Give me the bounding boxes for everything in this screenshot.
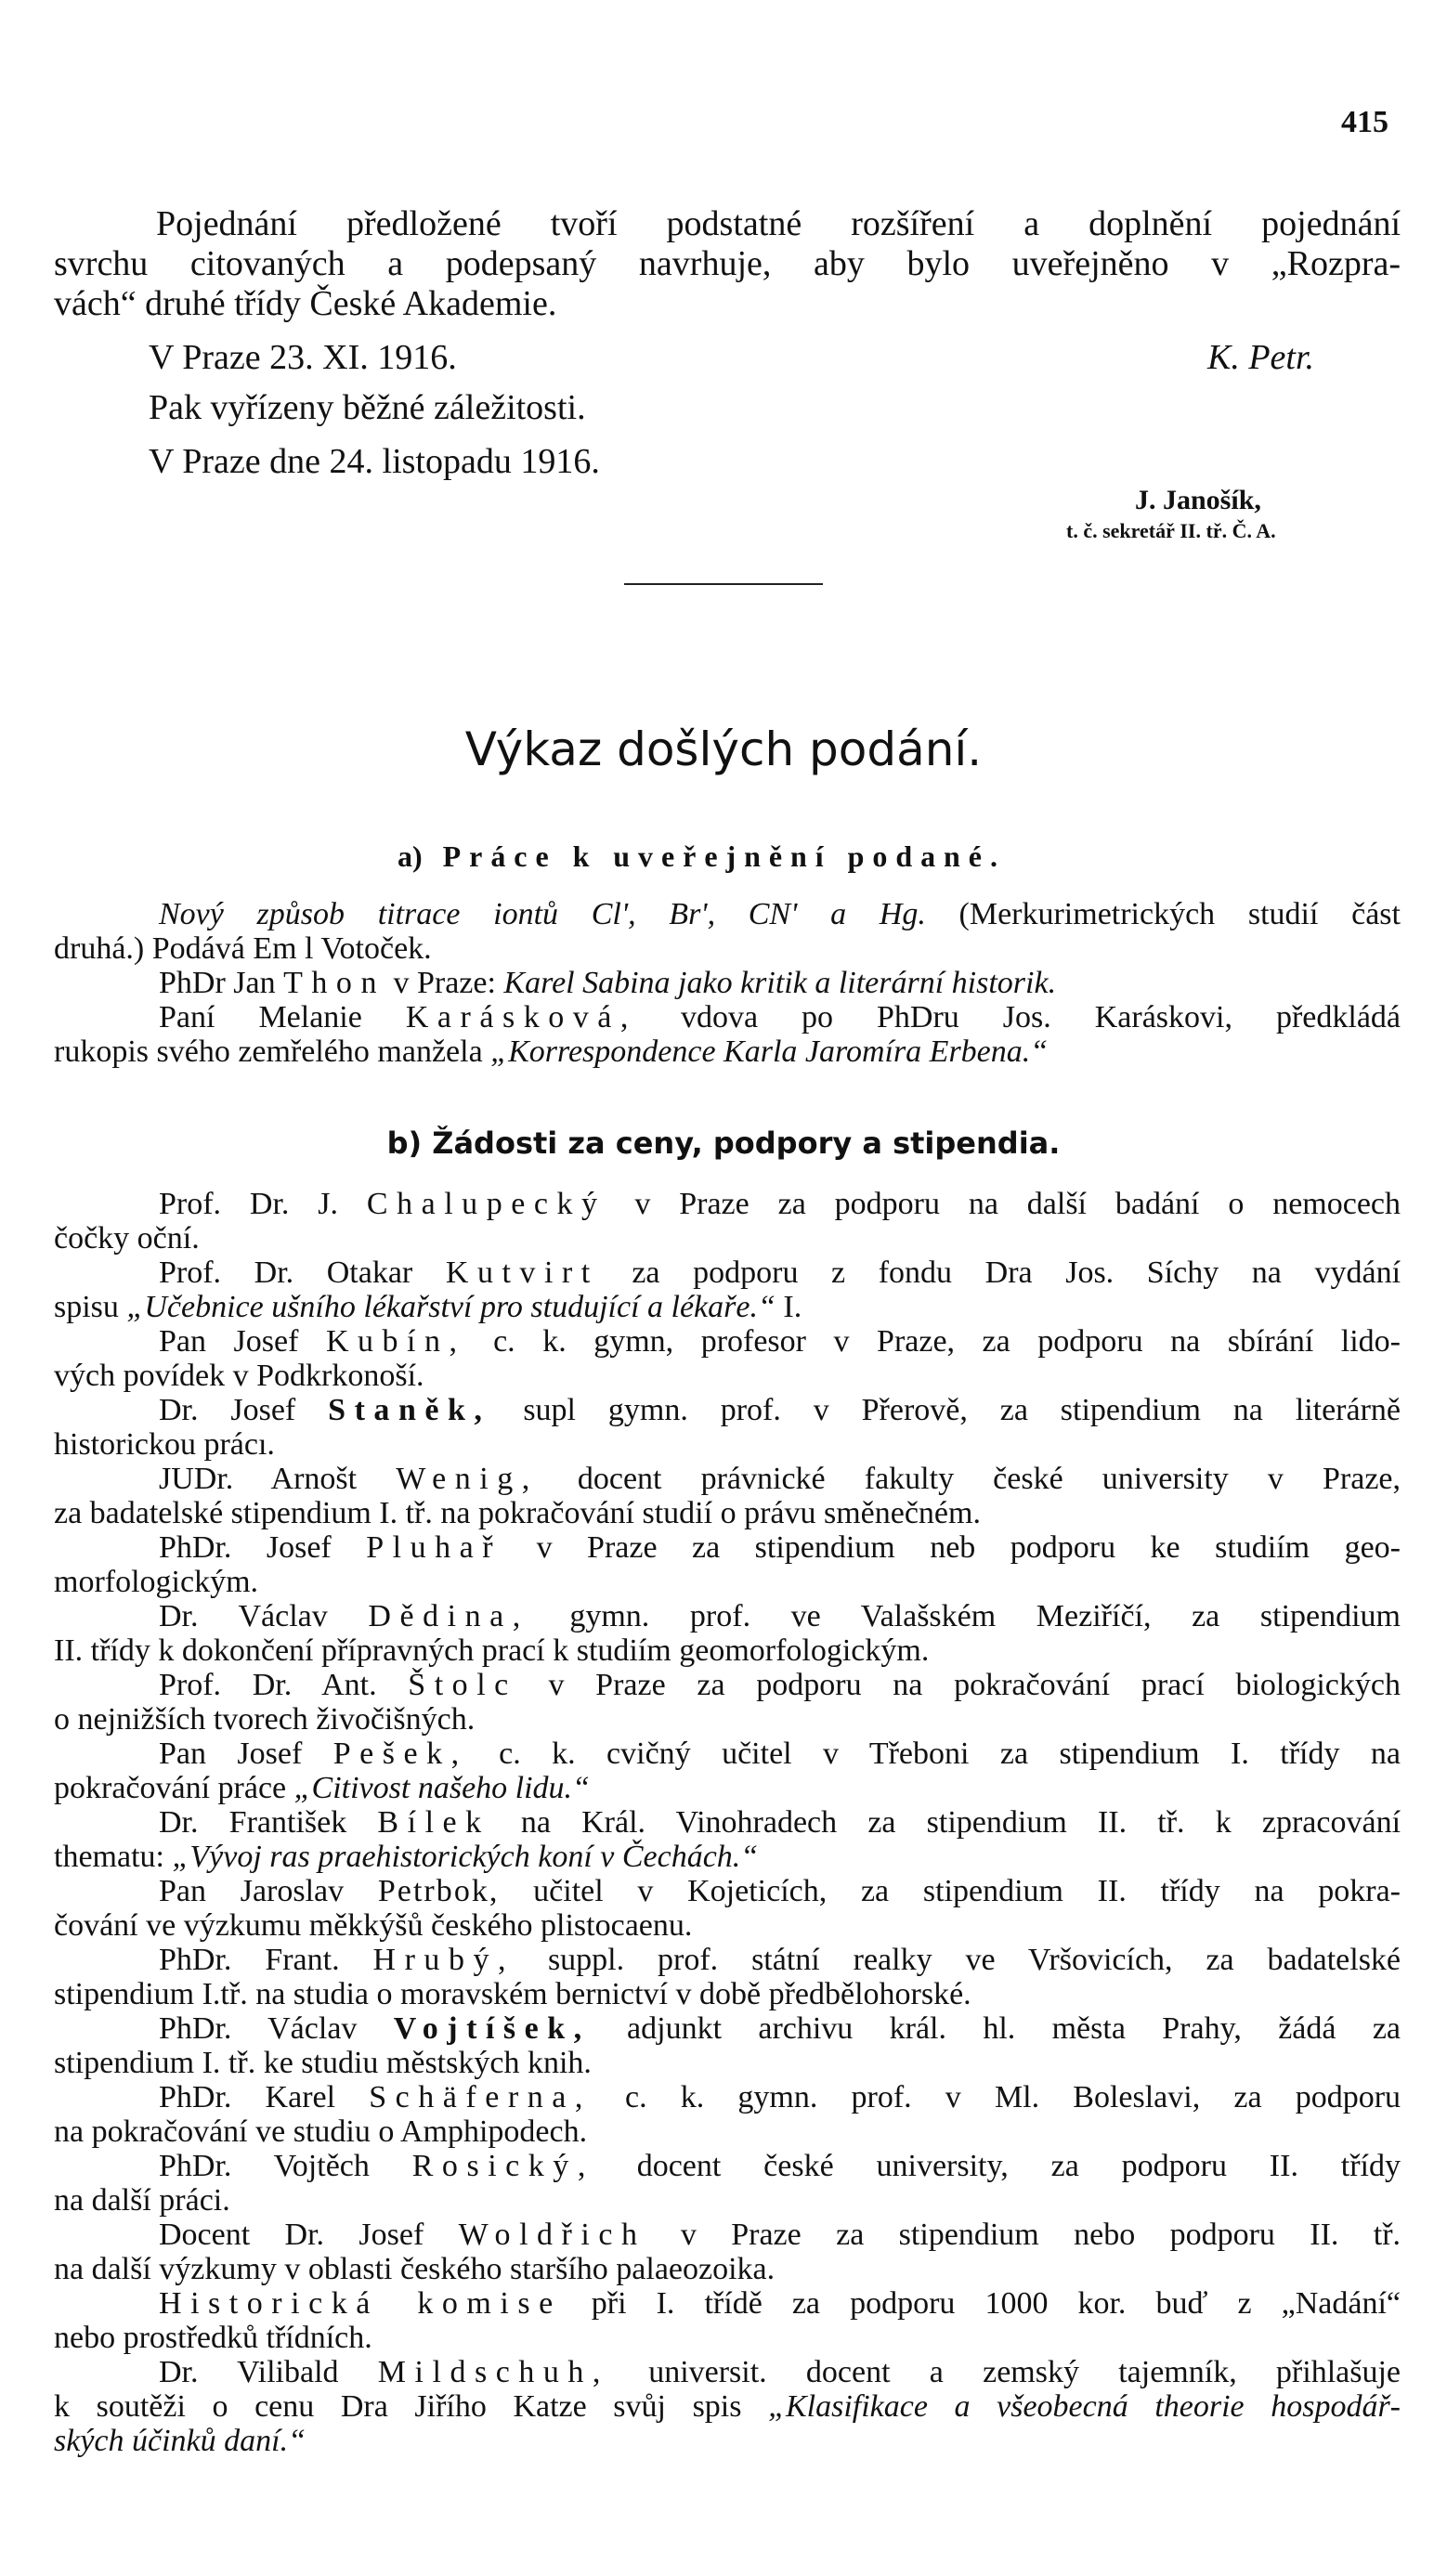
entry-a-2-title: Karel Sabina jako kritik a literární historik. [503,966,1057,1000]
entry-b-16-author: Woldřich [458,2218,646,2252]
entry-b-5: JUDr. Arnošt Wenig, docent právnické fakulty české university v Praze, za badatelské stipendium I. tř. na pokračování studií o právu směnečném. [54,1462,1401,1530]
entry-b-3-author: Kubín, [325,1324,466,1359]
section-a-label: a) [398,839,423,873]
entry-b-6-author: Pluhař [366,1530,502,1565]
entry-a-1: Nový způsob titrace iontů Cl', Br', CN' a Hg. (Merkurimetrických studií část druhá.) Podává Em l Votoček. [54,897,1401,966]
section-b-title: b) Žádosti za ceny, podpory a stipendia. [386,1125,1061,1161]
entry-b-18-title: „Klasifikace a všeobecná theorie hospodář- [768,2389,1401,2424]
report-date: V Praze 23. XI. 1916. [149,338,457,377]
entry-b-14: PhDr. Karel Schäferna, c. k. gymn. prof. v Ml. Boleslavi, za podporu na pokračování ve studiu o Amphipodech. [54,2080,1401,2149]
secretary-name: J. Janošík, [1135,485,1261,515]
entry-b-2: Prof. Dr. Otakar Kutvirt za podporu z fondu Dra Jos. Síchy na vydání spisu „Učebnice ušního lékařství pro studující a lékaře.“ I. [54,1255,1401,1324]
report-line-1: Pojednání předložené tvoří podstatné rozšíření a doplnění pojednání [156,204,1401,243]
page-number: 415 [1341,105,1388,139]
entry-b-13-author: Vojtíšek, [393,2011,591,2046]
entry-a-2-author: Thon [283,966,385,1000]
entry-b-7-author: Dědina, [368,1599,529,1633]
entry-b-7: Dr. Václav Dědina, gymn. prof. ve Valašském Meziříčí, za stipendium II. třídy k dokončení přípravných prací k studiím geomorfologickým. [54,1599,1401,1668]
report-signature: K. Petr. [1207,338,1315,377]
report-line-3: vách“ druhé třídy České Akademie. [54,284,557,323]
section-a-text: Práce k uveřejnění podané. [442,839,1006,873]
secretary-title: t. č. sekretář II. tř. Č. A. [1066,519,1276,542]
entry-b-9: Pan Josef Pešek, c. k. cvičný učitel v Třeboni za stipendium I. třídy na pokračování práce „Citivost našeho lidu.“ [54,1737,1401,1805]
entry-b-13: PhDr. Václav Vojtíšek, adjunkt archivu král. hl. města Prahy, žádá za stipendium I. tř. ke studiu městských knih. [54,2011,1401,2080]
section-b-entries [54,1187,1401,2458]
entry-b-15: PhDr. Vojtěch Rosický, docent české university, za podporu II. třídy na další práci. [54,2149,1401,2218]
entry-b-10-title: „Vývoj ras praehistorických koní v Čechách.“ [172,1840,759,1874]
entry-b-4-author: Staněk, [328,1393,491,1427]
meeting-date: V Praze dne 24. listopadu 1916. [149,442,600,481]
entry-a-2: PhDr Jan Thon v Praze: Karel Sabina jako kritik a literární historik. [159,966,1057,1000]
entry-b-8-author: Štolc [408,1668,517,1702]
entry-b-18-author: Mildschuh, [377,2355,609,2389]
entry-a-1-title: Nový způsob titrace iontů Cl', Br', CN' a Hg. [159,897,926,931]
entry-a-3-author: Karásková, [405,1000,637,1034]
report-line-2: svrchu citovaných a podepsaný navrhuje, aby bylo uveřejněno v „Rozpra- [54,244,1401,283]
entry-b-16: Docent Dr. Josef Woldřich v Praze za stipendium nebo podporu II. tř. na další výzkumy v oblasti českého staršího palaeozoika. [54,2218,1401,2286]
entry-b-12-author: Hrubý, [372,1943,515,1977]
entry-b-14-author: Schäferna, [369,2080,592,2114]
entry-b-4: Dr. Josef Staněk, supl gymn. prof. v Přerově, za stipendium na literárně historickou prácı. [54,1393,1401,1462]
entry-b-5-author: Wenig, [396,1462,539,1496]
entry-b-10-author: Bílek [377,1805,490,1840]
entry-b-1: Prof. Dr. J. Chalupecký v Praze za podporu na další badání o nemocech čočky oční. [54,1187,1401,1255]
section-a-entries [54,897,1401,1069]
entry-b-17-author: Historická komise [159,2286,562,2321]
entry-a-3: Paní Melanie Karásková, vdova po PhDru Jos. Karáskovi, předkládá rukopis svého zemřelého manžela „Korrespondence Karla Jaromíra Erbena.“ [54,1000,1401,1069]
divider [624,583,823,585]
entry-b-15-author: Rosický, [411,2149,594,2183]
entry-b-11: Pan Jaroslav Petrbok, učitel v Kojeticích, za stipendium II. třídy na pokra- čování ve výzkumu měkkýšů českého plistocaenu. [54,1874,1401,1943]
entry-a-3-title: „Korrespondence Karla Jaromíra Erbena.“ [490,1034,1049,1069]
entry-b-10: Dr. František Bílek na Král. Vinohradech za stipendium II. tř. k zpracování thematu: „Vývoj ras praehistorických koní v Čechách.“ [54,1805,1401,1874]
entry-b-6: PhDr. Josef Pluhař v Praze za stipendium neb podporu ke studiím geo- morfologickým. [54,1530,1401,1599]
entry-b-2-title: „Učebnice ušního lékařství pro studující a lékaře.“ [126,1290,776,1324]
entry-b-1-author: Chalupecký [366,1187,606,1221]
entry-b-9-title: „Citivost našeho lidu.“ [293,1771,590,1805]
entry-b-8: Prof. Dr. Ant. Štolc v Praze za podporu na pokračování prací biologických o nejnižších tvorech živočišných. [54,1668,1401,1737]
entry-b-11-author: Petrbok, [377,1874,500,1908]
entry-b-3: Pan Josef Kubín, c. k. gymn, profesor v Praze, za podporu na sbírání lido- vých povídek v Podkrkonoší. [54,1324,1401,1393]
entry-b-2-author: Kutvirt [445,1255,599,1290]
section-a-title [398,839,1006,874]
entry-b-17: Historická komise při I. třídě za podporu 1000 kor. buď z „Nadání“ nebo prostředků třídních. [54,2286,1401,2355]
entry-b-18: Dr. Vilibald Mildschuh, universit. docent a zemský tajemník, přihlašuje k soutěži o cenu Dra Jiřího Katze svůj spis „Klasifikace a všeobecná theorie hospodář- ských účinků daní.“ [54,2355,1401,2458]
entry-b-9-author: Pešek, [332,1737,468,1771]
business-note: Pak vyřízeny běžné záležitosti. [149,388,586,427]
section-heading: Výkaz došlých podání. [464,722,983,776]
entry-b-12: PhDr. Frant. Hrubý, suppl. prof. státní realky ve Vršovicích, za badatelské stipendium I.tř. na studia o moravském bernictví v době předbělohorské. [54,1943,1401,2011]
